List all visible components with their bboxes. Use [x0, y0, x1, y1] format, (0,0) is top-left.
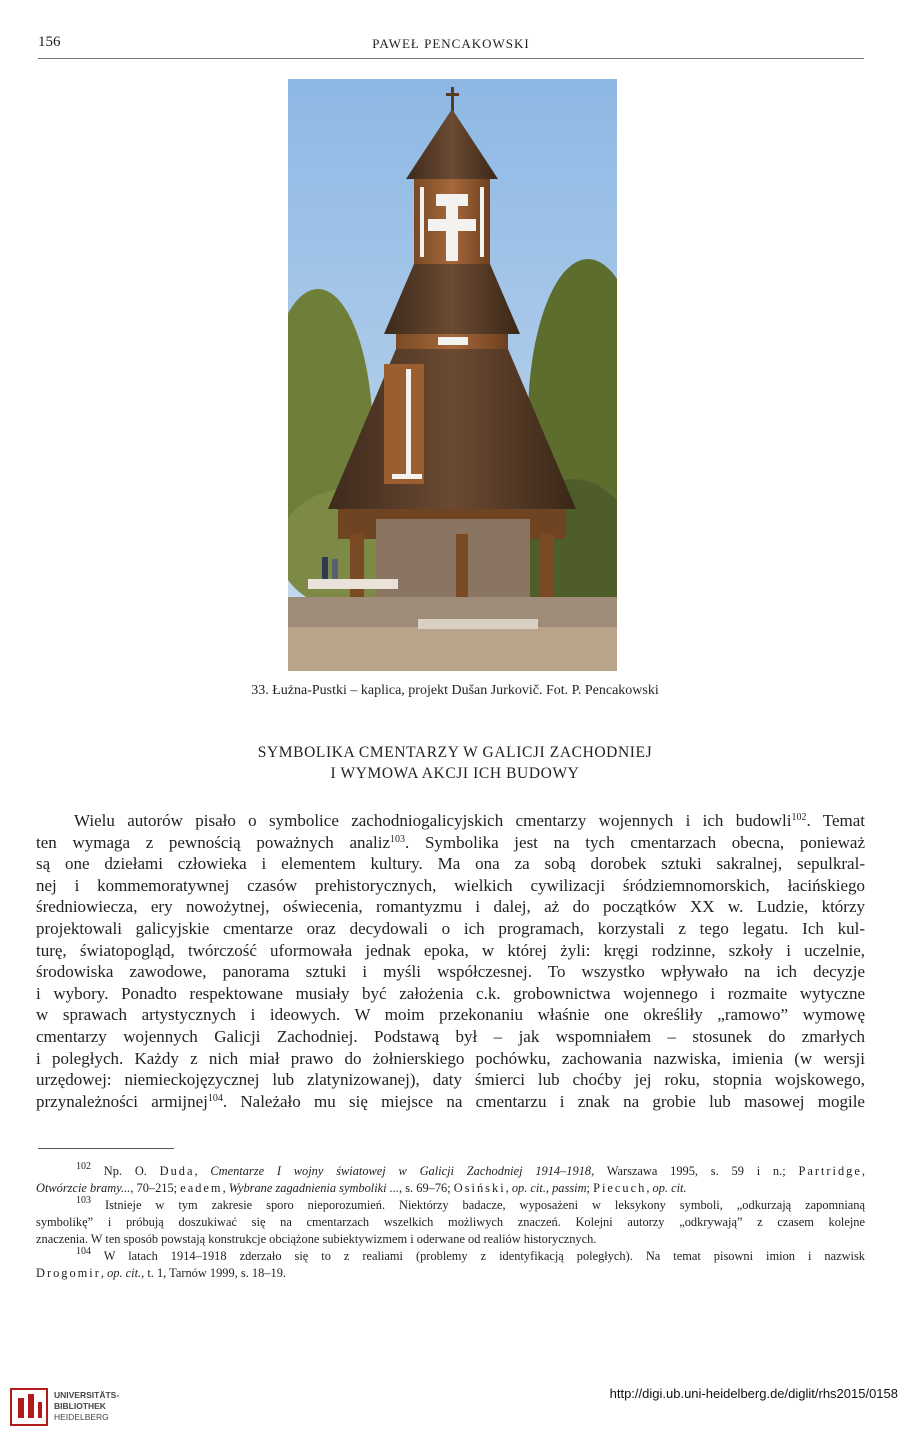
body-line: i poległych. Każdy z nich miał prawo do żołnierskiego pochówku, zachowania nazwiska, imienia (w wersji [36, 1048, 865, 1068]
body-paragraph [36, 810, 865, 1112]
footnotes [36, 1163, 865, 1282]
source-url-link[interactable]: http://digi.ub.uni-heidelberg.de/diglit/rhs2015/0158 [609, 1386, 898, 1401]
body-line: urzędowej: niemieckojęzycznej lub zlatynizowanej), daty śmierci lub choćby jej roku, stopnia wojskowego, [36, 1070, 865, 1090]
footnote-ref[interactable]: 104 [207, 1092, 223, 1104]
section-title-line: I WYMOWA AKCJI ICH BUDOWY [330, 765, 580, 782]
running-head: PAWEŁ PENCAKOWSKI [372, 36, 530, 51]
body-line: przynależności armijnej$^{104}$. Należało mu się miejsce na cmentarzu i znak na grobie lub masowej mogile [36, 1091, 865, 1111]
library-logo-icon [10, 1388, 48, 1426]
body-line: średniowiecza, ery nowożytnej, oświecenia, romantyzmu i dalej, aż do początków XX w. Ludzie, którzy [36, 897, 865, 917]
footnote-ref[interactable]: 102 [791, 812, 807, 823]
footnote-102: $^{102}$ Np. O. Duda, Cmentarze I wojny światowej w Galicji Zachodniej 1914–1918, Warszawa 1995, s. 59 i n.; Partridge, [76, 1161, 865, 1178]
body-line: Wielu autorów pisało o symbolice zachodniogalicyjskich cmentarzy wojennych i ich budowli$^{102}$. Temat [74, 811, 865, 830]
footnote-104-cont: Drogomir, op. cit., t. 1, Tarnów 1999, s. 18–19. [36, 1266, 286, 1280]
footnote-103-cont: znaczenia. W ten sposób powstają konstrukcje obciążone subiektywizmem i oderwane od realiów historycznych. [36, 1232, 597, 1246]
footnote-ref[interactable]: 103 [390, 833, 406, 845]
library-logo[interactable] [10, 1386, 190, 1428]
section-title-line: SYMBOLIKA CMENTARZY W GALICJI ZACHODNIEJ [257, 744, 653, 761]
library-name-line: UNIVERSITÄTS- [54, 1390, 120, 1400]
section-title [38, 742, 872, 784]
body-line: w sprawach artystycznych i ideowych. W moim przekonaniu właśnie one określiły „ramowo” wymowę [36, 1005, 865, 1025]
body-line: nej i kommemoratywnej czasów prehistorycznych, wielkich cywilizacji śródziemnomorskich, łacińskiego [36, 875, 865, 895]
page-number: 156 [38, 34, 61, 50]
footnote-103-cont: symbolikę” i próbują doszukiwać się na cmentarzach wszelkich możliwych znaczeń. Kolejni autorzy „odkrywają” z czasem kolejne [36, 1215, 865, 1229]
body-line: projektowali galicyjskie cmentarze oraz decydowali o ich programach, korzystali z tego legatu. Ich kul- [36, 918, 865, 938]
chapel-photo [288, 79, 617, 671]
body-line: środowiska zawodowe, panorama sztuki i myśli współczesnej. To wszystko wpływało na ich decyzje [36, 962, 865, 982]
library-name-line: HEIDELBERG [54, 1412, 109, 1422]
figure-caption: 33. Łużna-Pustki – kaplica, projekt Dušan Jurkovič. Fot. P. Pencakowski [251, 683, 659, 698]
body-line: cmentarzy wojennych Galicji Zachodniej. Podstawą był – jak wspomniałem – stosunek do zmarłych [36, 1026, 865, 1046]
footnote-102-cont: Otwórzcie bramy..., 70–215; eadem, Wybrane zagadnienia symboliki ..., s. 69–76; Osiński, op. cit., passim; Piecuch, op. cit. [36, 1181, 687, 1195]
footnote-divider [38, 1148, 174, 1149]
body-line: ten wymaga z pewnością poważnych analiz$^{103}$. Symbolika jest na tych cmentarzach obecna, ponieważ [36, 832, 865, 852]
page-header [38, 34, 864, 59]
body-line: i wybory. Ponadto respektowane musiały być założenia c.k. grobownictwa wojennego i rozmaite wytyczne [36, 983, 865, 1003]
body-line: są one dziełami człowieka i elementem kultury. Ma ona za sobą dorobek sztuki sakralnej, sepulkral- [36, 854, 865, 874]
body-line: turę, światopogląd, twórczość uformowała jednak epoka, w której żyli: kręgi rodzinne, szkoły i uczelnie, [36, 940, 865, 960]
library-name-line: BIBLIOTHEK [54, 1401, 106, 1411]
footnote-104: $^{104}$ W latach 1914–1918 zderzało się to z realiami (problemy z identyfikacją poległych). Na temat pisowni imion i nazwisk [76, 1246, 865, 1263]
footnote-103: $^{103}$ Istnieje w tym zakresie sporo nieporozumień. Niektórzy badacze, wyposażeni w leksykony symboli, „odkurzają zapomnianą [76, 1195, 865, 1212]
